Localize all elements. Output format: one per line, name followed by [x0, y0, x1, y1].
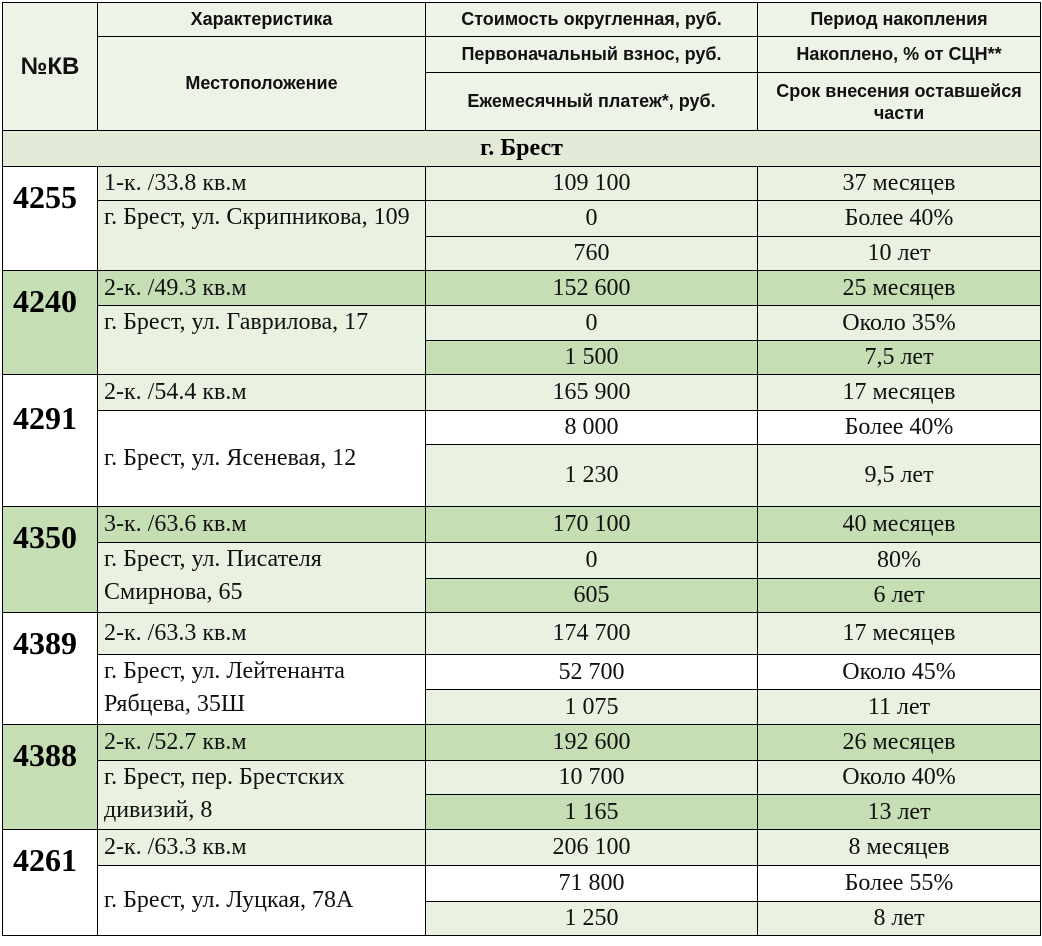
characteristic-cell: 2-к. /52.7 кв.м: [98, 725, 426, 761]
accumulation-period-cell: 17 месяцев: [758, 613, 1041, 655]
table-row: [3, 830, 1041, 866]
table-row: [3, 271, 1041, 306]
header-location: Местоположение: [98, 37, 426, 131]
remaining-term-cell: 13 лет: [758, 795, 1041, 830]
accumulated-cell: Более 40%: [758, 411, 1041, 445]
header-apartment-no: №КВ: [3, 3, 98, 131]
table-row: [3, 201, 1041, 237]
accumulated-cell: Около 35%: [758, 306, 1041, 341]
city-row: [3, 131, 1041, 167]
table-row: [3, 167, 1041, 201]
cost-cell: 206 100: [426, 830, 758, 866]
apartment-number: 4261: [3, 830, 98, 936]
accumulation-period-cell: 17 месяцев: [758, 375, 1041, 411]
remaining-term-cell: 8 лет: [758, 902, 1041, 936]
characteristic-cell: 1-к. /33.8 кв.м: [98, 167, 426, 201]
monthly-payment-cell: 1 165: [426, 795, 758, 830]
table-row: [3, 655, 1041, 690]
monthly-payment-cell: 760: [426, 237, 758, 271]
accumulated-cell: 80%: [758, 543, 1041, 579]
down-payment-cell: 71 800: [426, 866, 758, 902]
table-row: [3, 866, 1041, 902]
cost-cell: 109 100: [426, 167, 758, 201]
accumulation-period-cell: 8 месяцев: [758, 830, 1041, 866]
accumulated-cell: Около 40%: [758, 761, 1041, 795]
accumulation-period-cell: 25 месяцев: [758, 271, 1041, 306]
characteristic-cell: 3-к. /63.6 кв.м: [98, 507, 426, 543]
monthly-payment-cell: 1 500: [426, 341, 758, 375]
table-row: [3, 761, 1041, 795]
location-cell: г. Брест, ул. Луцкая, 78А: [98, 866, 426, 936]
monthly-payment-cell: 605: [426, 579, 758, 613]
accumulation-period-cell: 40 месяцев: [758, 507, 1041, 543]
accumulated-cell: Более 40%: [758, 201, 1041, 237]
remaining-term-cell: 10 лет: [758, 237, 1041, 271]
apartment-number: 4240: [3, 271, 98, 375]
header-row: [3, 3, 1041, 37]
location-cell: г. Брест, ул. Писателя Смирнова, 65: [98, 543, 426, 613]
cost-cell: 170 100: [426, 507, 758, 543]
header-down-payment: Первоначальный взнос, руб.: [426, 37, 758, 73]
header-characteristic: Характеристика: [98, 3, 426, 37]
characteristic-cell: 2-к. /63.3 кв.м: [98, 830, 426, 866]
characteristic-cell: 2-к. /63.3 кв.м: [98, 613, 426, 655]
characteristic-cell: 2-к. /54.4 кв.м: [98, 375, 426, 411]
table-row: [3, 613, 1041, 655]
down-payment-cell: 0: [426, 543, 758, 579]
table-row: [3, 543, 1041, 579]
location-cell: г. Брест, ул. Скрипникова, 109: [98, 201, 426, 271]
accumulation-period-cell: 37 месяцев: [758, 167, 1041, 201]
down-payment-cell: 52 700: [426, 655, 758, 690]
accumulated-cell: Около 45%: [758, 655, 1041, 690]
cost-cell: 192 600: [426, 725, 758, 761]
header-accumulated: Накоплено, % от СЦН**: [758, 37, 1041, 73]
apartment-number: 4255: [3, 167, 98, 271]
apartment-number: 4350: [3, 507, 98, 613]
table-row: [3, 725, 1041, 761]
characteristic-cell: 2-к. /49.3 кв.м: [98, 271, 426, 306]
cost-cell: 174 700: [426, 613, 758, 655]
monthly-payment-cell: 1 250: [426, 902, 758, 936]
accumulated-cell: Более 55%: [758, 866, 1041, 902]
down-payment-cell: 8 000: [426, 411, 758, 445]
apartments-table: [2, 2, 1041, 936]
table-row: [3, 375, 1041, 411]
accumulation-period-cell: 26 месяцев: [758, 725, 1041, 761]
header-row: [3, 37, 1041, 73]
down-payment-cell: 0: [426, 201, 758, 237]
remaining-term-cell: 7,5 лет: [758, 341, 1041, 375]
city-name: г. Брест: [3, 131, 1041, 167]
header-monthly-payment: Ежемесячный платеж*, руб.: [426, 73, 758, 131]
cost-cell: 152 600: [426, 271, 758, 306]
apartment-number: 4389: [3, 613, 98, 725]
remaining-term-cell: 6 лет: [758, 579, 1041, 613]
remaining-term-cell: 9,5 лет: [758, 445, 1041, 507]
monthly-payment-cell: 1 075: [426, 690, 758, 725]
down-payment-cell: 0: [426, 306, 758, 341]
cost-cell: 165 900: [426, 375, 758, 411]
apartment-number: 4291: [3, 375, 98, 507]
table-row: [3, 507, 1041, 543]
location-cell: г. Брест, ул. Гаврилова, 17: [98, 306, 426, 375]
header-remaining-term: Срок внесения оставшейся части: [758, 73, 1041, 131]
location-cell: г. Брест, ул. Ясеневая, 12: [98, 411, 426, 507]
table-row: [3, 411, 1041, 445]
down-payment-cell: 10 700: [426, 761, 758, 795]
location-cell: г. Брест, ул. Лейтенанта Рябцева, 35Ш: [98, 655, 426, 725]
header-cost: Стоимость округленная, руб.: [426, 3, 758, 37]
apartment-number: 4388: [3, 725, 98, 830]
table-row: [3, 306, 1041, 341]
remaining-term-cell: 11 лет: [758, 690, 1041, 725]
header-accumulation-period: Период накопления: [758, 3, 1041, 37]
monthly-payment-cell: 1 230: [426, 445, 758, 507]
location-cell: г. Брест, пер. Брестских дивизий, 8: [98, 761, 426, 830]
